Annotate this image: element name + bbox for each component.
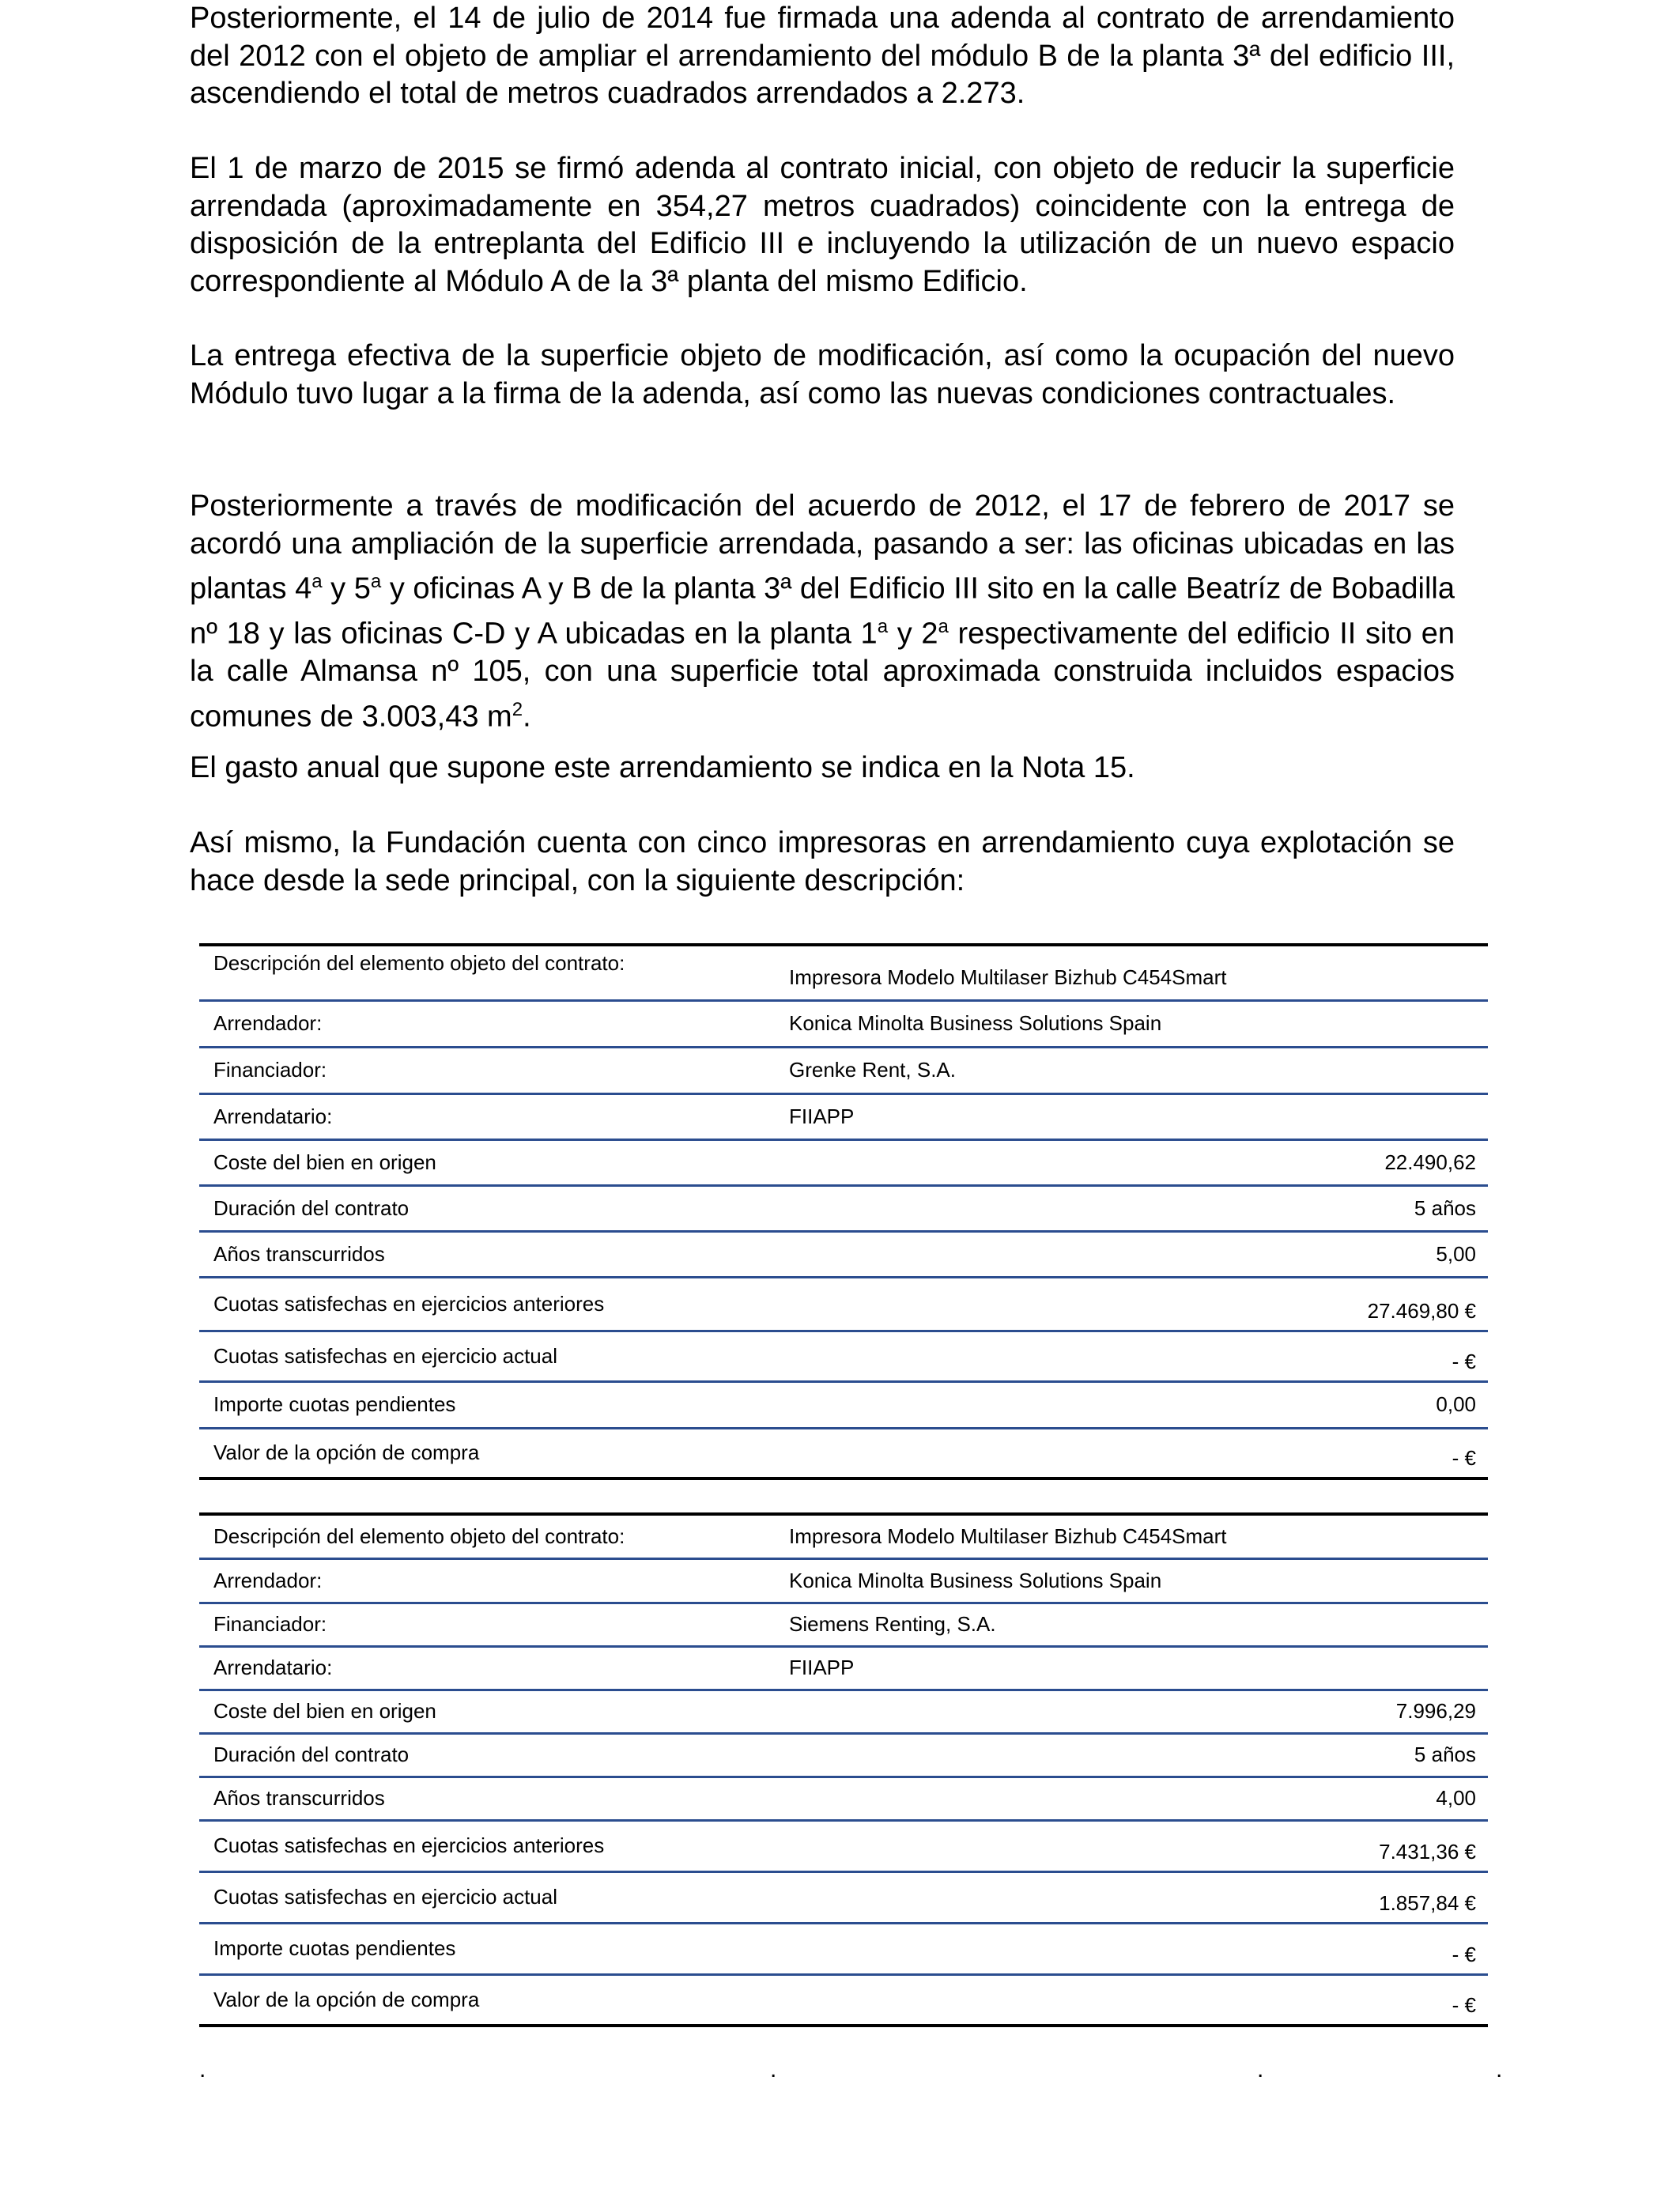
table-row [199,945,1488,1000]
curr-fees-value: - € [769,1331,1488,1381]
lessee-label: Arrendatario: [199,1646,769,1690]
footer-dot: . [770,2056,777,2083]
superscript: a [938,616,949,638]
superscript: a [877,616,889,638]
pending-value: - € [769,1923,1488,1974]
prev-fees-value: 7.431,36 € [769,1820,1488,1871]
cost-label: Coste del bien en origen [199,1690,769,1733]
lessee-value: FIIAPP [769,1093,1488,1139]
paragraph-addendum-2014: Posteriormente, el 14 de julio de 2014 fue firmada una adenda al contrato de arrendamiento del 2012 con el objeto de ampliar el arrendamiento del módulo B de la planta 3ª del edificio III, ascendiendo el total de metros cuadrados arrendados a 2.273. [190,2,1455,110]
description-label: Descripción del elemento objeto del contrato: [199,945,769,1000]
table-row [199,1000,1488,1047]
lessee-label: Arrendatario: [199,1093,769,1139]
table-row [199,1603,1488,1646]
table-row [199,1923,1488,1974]
table-row [199,1558,1488,1603]
paragraph-modification-2017 [190,488,1455,736]
pending-label: Importe cuotas pendientes [199,1381,769,1428]
table-row [199,1381,1488,1428]
lessor-value: Konica Minolta Business Solutions Spain [769,1000,1488,1047]
financer-label: Financiador: [199,1047,769,1093]
description-value: Impresora Modelo Multilaser Bizhub C454Smart [769,1514,1488,1558]
table-row [199,1139,1488,1185]
paragraph-addendum-2015: El 1 de marzo de 2015 se firmó adenda al contrato inicial, con objeto de reducir la superficie arrendada (aproximadamente en 354,27 metros cuadrados) coincidente con la entrega de disposición de la entreplanta del Edificio III e incluyendo la utilización de un nuevo espacio correspondiente al Módulo A de la 3ª planta del mismo Edificio. [190,152,1455,298]
duration-label: Duración del contrato [199,1733,769,1777]
table-row [199,1093,1488,1139]
elapsed-label: Años transcurridos [199,1231,769,1277]
description-value: Impresora Modelo Multilaser Bizhub C454Smart [769,945,1488,1000]
lease-table-2 [199,1512,1488,2027]
cost-label: Coste del bien en origen [199,1139,769,1185]
duration-value: 5 años [769,1185,1488,1231]
prev-fees-label: Cuotas satisfechas en ejercicios anteriores [199,1277,769,1331]
paragraph-effective-delivery: La entrega efectiva de la superficie objeto de modificación, así como la ocupación del nuevo Módulo tuvo lugar a la firma de la adenda, así como las nuevas condiciones contractuales. [190,339,1455,410]
table-row [199,1646,1488,1690]
superscript: a [311,571,323,592]
para-text: . [523,700,531,734]
prev-fees-label: Cuotas satisfechas en ejercicios anteriores [199,1820,769,1871]
table-row [199,1428,1488,1478]
option-label: Valor de la opción de compra [199,1974,769,2026]
superscript: a [370,571,382,592]
superscript: 2 [512,698,523,720]
table-row [199,1231,1488,1277]
para-text: y oficinas A y B de la planta 3ª del Edificio III sito en la calle Beatríz de Bobadilla nº 18 y las oficinas C-D y A ubicadas en la planta 1 [190,572,1455,651]
lessor-label: Arrendador: [199,1000,769,1047]
pending-value: 0,00 [769,1381,1488,1428]
cost-value: 7.996,29 [769,1690,1488,1733]
table-row [199,1777,1488,1820]
elapsed-value: 4,00 [769,1777,1488,1820]
description-label: Descripción del elemento objeto del contrato: [199,1514,769,1558]
lease-table-1 [199,943,1488,1480]
lessee-value: FIIAPP [769,1646,1488,1690]
para-text: respectivamente del edificio II sito en la calle Almansa nº 105, con una superficie total aproximada construida incluidos espacios comunes de 3.003,43 m [190,617,1455,734]
option-value: - € [769,1974,1488,2026]
duration-value: 5 años [769,1733,1488,1777]
curr-fees-value: 1.857,84 € [769,1871,1488,1923]
footer-dot: . [1257,2056,1264,2083]
para-text: Posteriormente a través de modificación del acuerdo de 2012, el 17 de febrero de 2017 se acordó una ampliación de la superficie arrendada, pasando a ser: las oficinas ubicadas en las plantas 4 [190,489,1455,606]
option-value: - € [769,1428,1488,1478]
financer-value: Siemens Renting, S.A. [769,1603,1488,1646]
table-row [199,1820,1488,1871]
financer-value: Grenke Rent, S.A. [769,1047,1488,1093]
table-row [199,1974,1488,2026]
elapsed-label: Años transcurridos [199,1777,769,1820]
financer-label: Financiador: [199,1603,769,1646]
prev-fees-value: 27.469,80 € [769,1277,1488,1331]
footer-dot: . [199,2056,206,2083]
duration-label: Duración del contrato [199,1185,769,1231]
table-row [199,1047,1488,1093]
cost-value: 22.490,62 [769,1139,1488,1185]
lessor-label: Arrendador: [199,1558,769,1603]
table-row [199,1331,1488,1381]
lessor-value: Konica Minolta Business Solutions Spain [769,1558,1488,1603]
option-label: Valor de la opción de compra [199,1428,769,1478]
footer-dots [199,2056,1503,2083]
paragraph-printers: Así mismo, la Fundación cuenta con cinco impresoras en arrendamiento cuya explotación se hace desde la sede principal, con la siguiente descripción: [190,826,1455,897]
table-row [199,1514,1488,1558]
para-text: y 2 [888,617,938,651]
table-row [199,1871,1488,1923]
table-row [199,1185,1488,1231]
paragraph-annual-expense: El gasto anual que supone este arrendamiento se indica en la Nota 15. [190,751,1135,784]
curr-fees-label: Cuotas satisfechas en ejercicio actual [199,1871,769,1923]
footer-dot: . [1496,2056,1503,2083]
pending-label: Importe cuotas pendientes [199,1923,769,1974]
curr-fees-label: Cuotas satisfechas en ejercicio actual [199,1331,769,1381]
table-row [199,1733,1488,1777]
table-row [199,1277,1488,1331]
para-text: y 5 [322,572,371,606]
elapsed-value: 5,00 [769,1231,1488,1277]
table-row [199,1690,1488,1733]
